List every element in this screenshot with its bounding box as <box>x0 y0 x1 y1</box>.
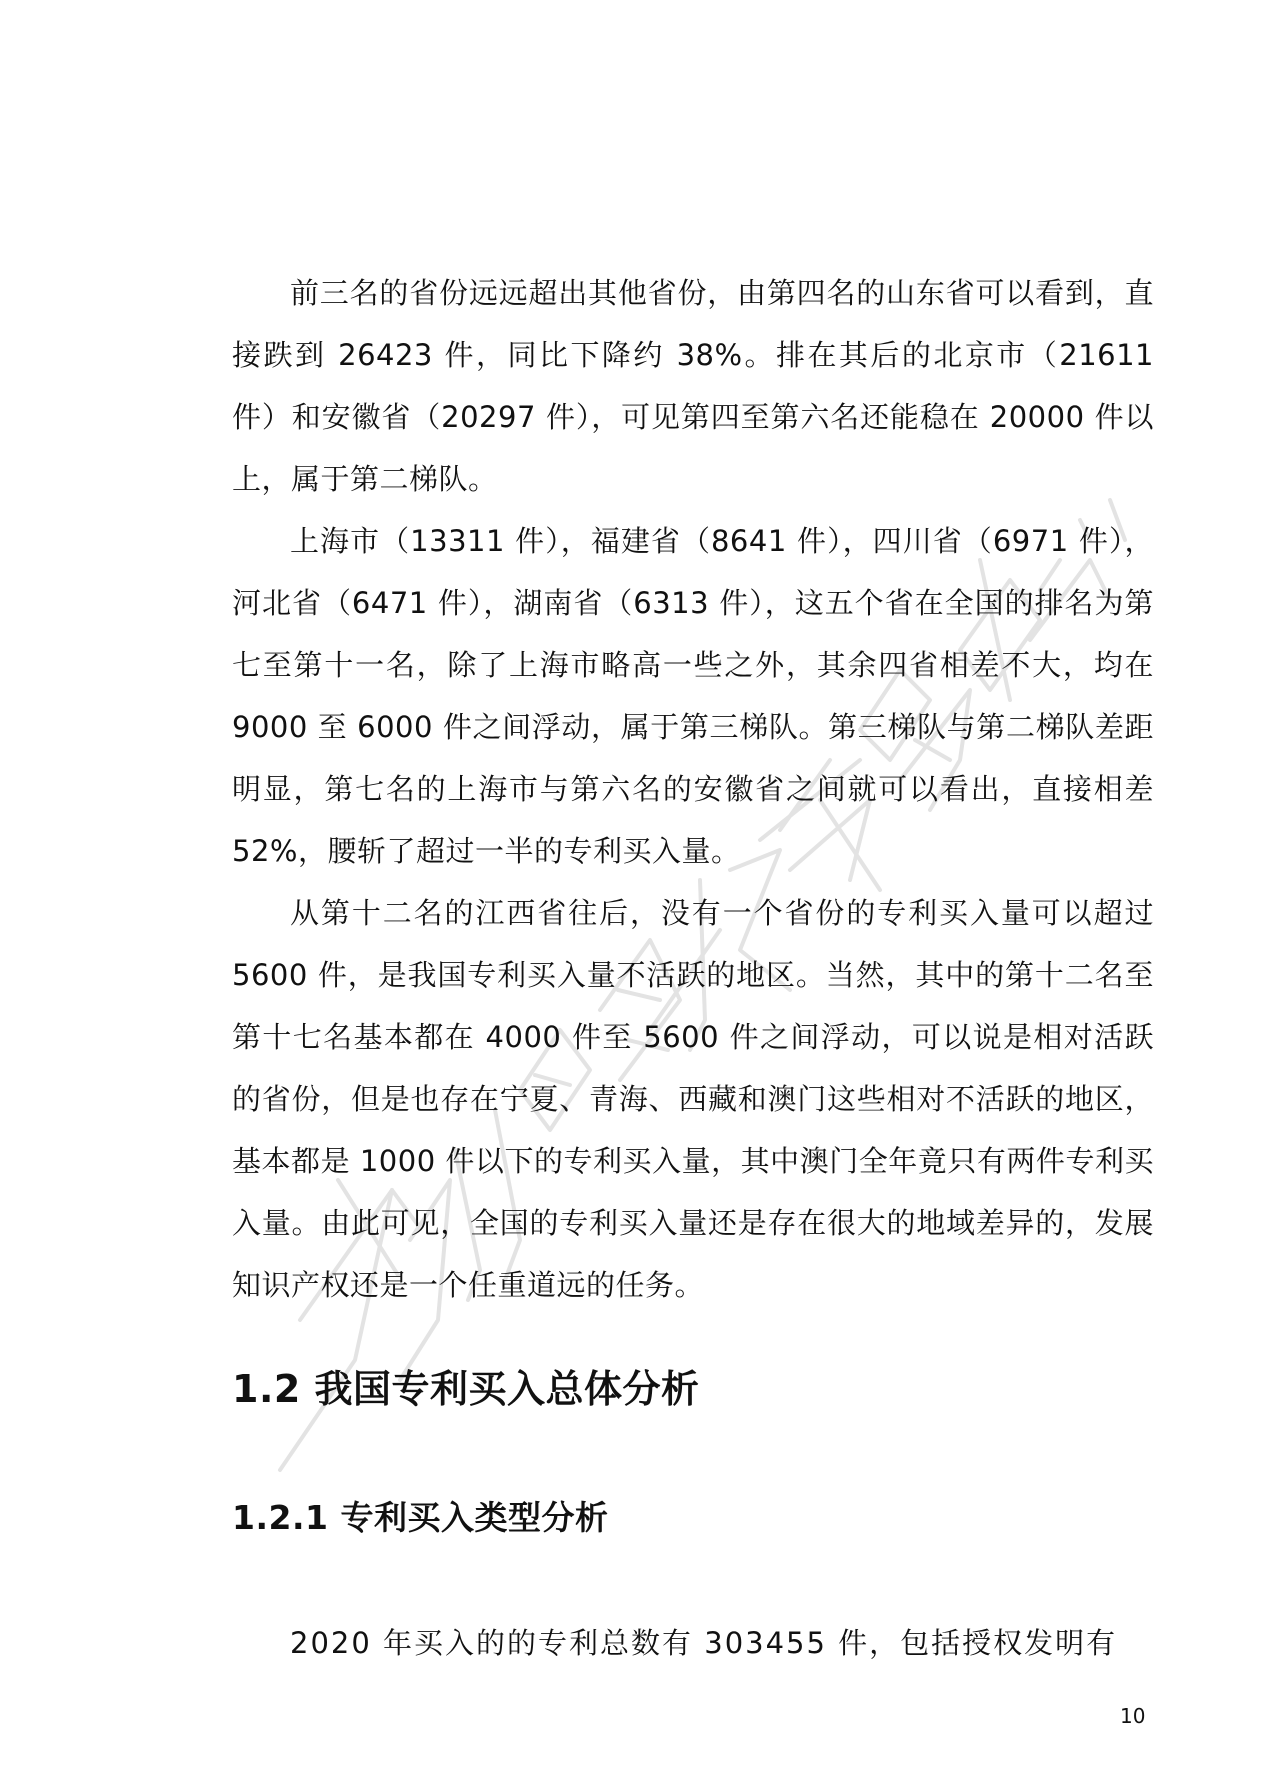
page-number: 10 <box>1120 1704 1146 1728</box>
paragraph-3: 从第十二名的江西省往后，没有一个省份的专利买入量可以超过 5600 件，是我国专利买入量不活跃的地区。当然，其中的第十二名至第十七名基本都在 4000 件至 5600 件之间浮动，可以说是相对活跃的省份，但是也存在宁夏、青海、西藏和澳门这些相对不活跃的地区，基本都是 1000 件以下的专利买入量，其中澳门全年竟只有两件专利买入量。由此可见，全国的专利买入量还是存在很大的地域差异的，发展知识产权还是一个任重道远的任务。 <box>232 896 1154 1302</box>
paragraph-4: 2020 年买入的的专利总数有 303455 件，包括授权发明有 <box>290 1626 1118 1660</box>
paragraph-2: 上海市（13311 件），福建省（8641 件），四川省（6971 件），河北省（6471 件），湖南省（6313 件），这五个省在全国的排名为第七至第十一名，除了上海市略高一些之外，其余四省相差不大，均在 9000 至 6000 件之间浮动，属于第三梯队。第三梯队与第二梯队差距明显，第七名的上海市与第六名的安徽省之间就可以看出，直接相差 52%，腰斩了超过一半的专利买入量。 <box>232 524 1154 868</box>
paragraph-1: 前三名的省份远远超出其他省份，由第四名的山东省可以看到，直接跌到 26423 件，同比下降约 38%。排在其后的北京市（21611 件）和安徽省（20297 件），可见第四至第六名还能稳在 20000 件以上，属于第二梯队。 <box>232 276 1154 496</box>
body-text <box>232 262 1154 1316</box>
subsection-heading: 1.2.1 专利买入类型分析 <box>232 1498 609 1537</box>
section-heading: 1.2 我国专利买入总体分析 <box>232 1367 700 1411</box>
